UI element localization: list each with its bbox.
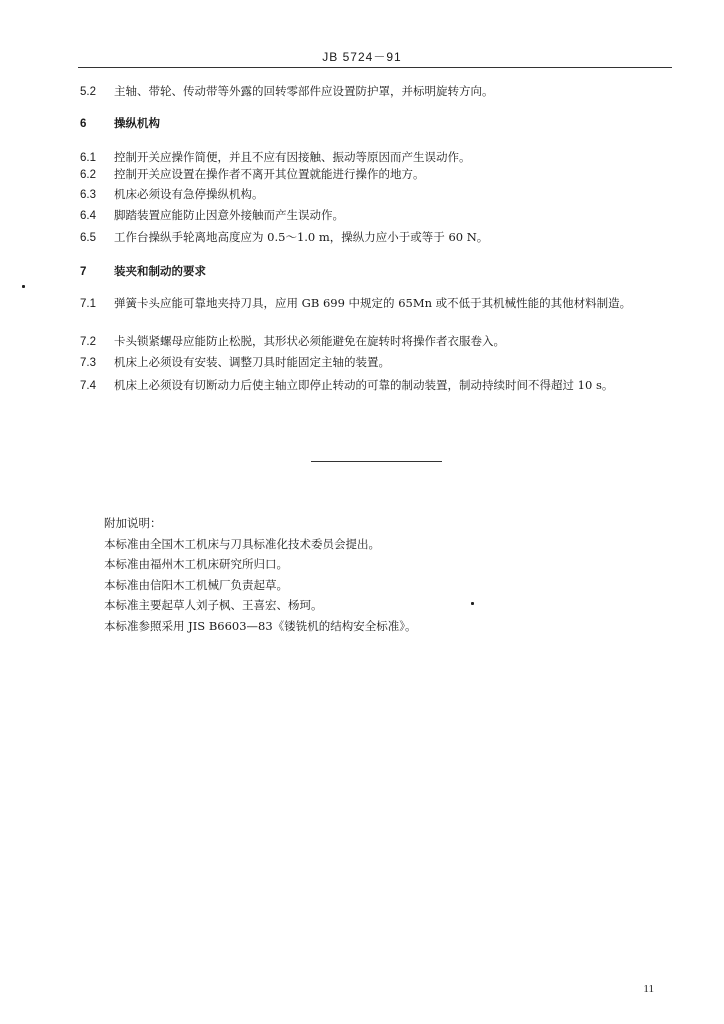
clause-6-1 <box>80 149 672 166</box>
clause-number: 5.2 <box>80 86 96 98</box>
clause-text: 脚踏装置应能防止因意外接触而产生误动作。 <box>114 208 344 222</box>
additional-notes <box>104 513 416 636</box>
clause-text: 主轴、带轮、传动带等外露的回转零部件应设置防护罩，并标明旋转方向。 <box>114 84 494 98</box>
scan-speck <box>471 602 474 605</box>
notes-line: 本标准参照采用 JIS B6603—83《镂铣机的结构安全标准》。 <box>104 618 417 633</box>
page-number: 11 <box>643 983 654 995</box>
notes-title: 附加说明： <box>104 516 162 530</box>
clause-number: 7.2 <box>80 336 96 348</box>
notes-line: 本标准主要起草人刘子枫、王喜宏、杨珂。 <box>104 598 323 612</box>
section-title: 装夹和制动的要求 <box>114 264 206 278</box>
clause-6-4 <box>80 207 672 224</box>
clause-6-2 <box>80 166 672 183</box>
scan-speck <box>22 285 25 288</box>
clause-text: 控制开关应操作简便，并且不应有因接触、振动等原因而产生误动作。 <box>114 150 471 164</box>
header-rule <box>78 67 672 68</box>
notes-line: 本标准由福州木工机床研究所归口。 <box>104 557 288 571</box>
section-number: 6 <box>80 118 87 130</box>
section-title: 操纵机构 <box>114 116 160 130</box>
clause-text: 机床上必须设有切断动力后使主轴立即停止转动的可靠的制动装置，制动持续时间不得超过 10 s。 <box>114 378 614 392</box>
section-number: 7 <box>80 266 87 278</box>
notes-line: 本标准由全国木工机床与刀具标准化技术委员会提出。 <box>104 536 380 551</box>
section-separator <box>311 461 442 462</box>
clause-number: 6.3 <box>80 189 96 201</box>
section-heading-7 <box>80 263 672 280</box>
clause-7-2 <box>80 333 672 350</box>
clause-number: 6.5 <box>80 232 96 244</box>
clause-text: 卡头锁紧螺母应能防止松脱，其形状必须能避免在旋转时将操作者衣服卷入。 <box>114 334 505 348</box>
notes-line: 本标准由信阳木工机械厂负责起草。 <box>104 577 288 592</box>
standard-code-header: JB 5724－91 <box>322 50 402 64</box>
clause-text: 弹簧卡头应能可靠地夹持刀具，应用 GB 699 中规定的 65Mn 或不低于其机械性能的其他材料制造。 <box>114 296 632 310</box>
clause-number: 6.1 <box>80 152 96 164</box>
clause-6-3 <box>80 186 672 203</box>
clause-text: 工作台操纵手轮离地高度应为 0.5～1.0 m，操纵力应小于或等于 60 N。 <box>114 230 489 244</box>
clause-5-2 <box>80 83 672 100</box>
clause-text: 机床上必须设有安装、调整刀具时能固定主轴的装置。 <box>114 355 390 369</box>
section-heading-6 <box>80 115 672 132</box>
clause-7-1 <box>80 293 672 314</box>
clause-number: 7.4 <box>80 380 96 392</box>
clause-7-3 <box>80 354 672 371</box>
clause-text: 控制开关应设置在操作者不离开其位置就能进行操作的地方。 <box>114 167 425 181</box>
clause-6-5 <box>80 229 672 246</box>
clause-number: 7.3 <box>80 357 96 369</box>
clause-number: 6.2 <box>80 169 96 181</box>
clause-7-4 <box>80 375 672 396</box>
clause-number: 6.4 <box>80 210 96 222</box>
clause-number: 7.1 <box>80 298 96 310</box>
clause-text: 机床必须设有急停操纵机构。 <box>114 187 264 201</box>
